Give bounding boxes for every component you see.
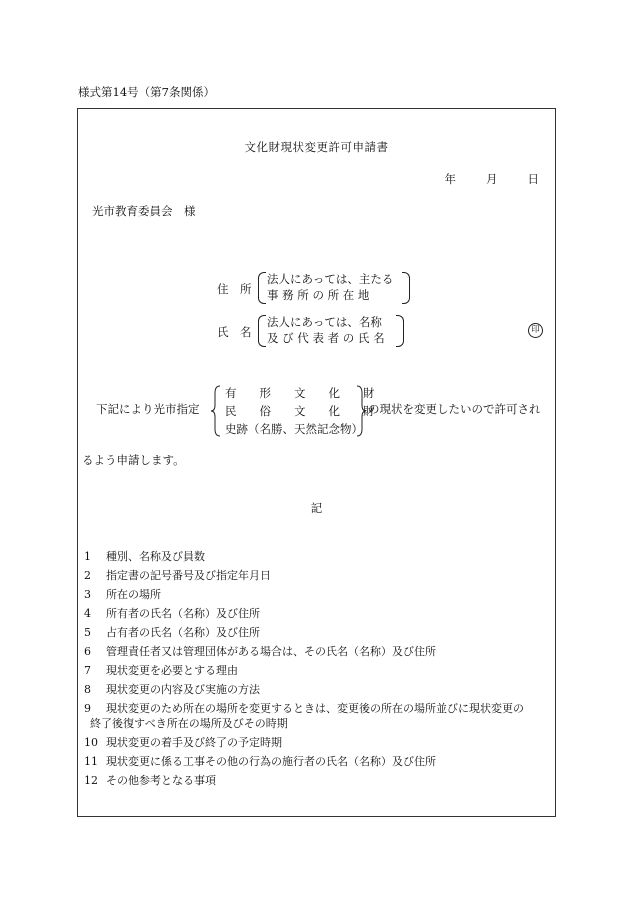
list-item: 4 所有者の氏名（名称）及び住所: [84, 607, 260, 620]
list-item: 5 占有者の氏名（名称）及び住所: [84, 626, 260, 639]
body-suffix: の現状を変更したいので許可され: [368, 402, 541, 416]
addressee: 光市教育委員会 様: [92, 204, 196, 218]
option-folk-cultural-property: 民 俗 文 化 財: [225, 404, 375, 418]
form-title: 文化財現状変更許可申請書: [244, 140, 389, 154]
right-curly-brace: [356, 385, 366, 437]
name-label: 氏 名: [217, 325, 252, 339]
name-bracket-left: [258, 315, 266, 347]
address-label: 住 所: [217, 282, 252, 296]
body-prefix: 下記により光市指定: [96, 402, 200, 416]
left-curly-brace: [211, 385, 221, 437]
list-item: 3 所在の場所: [84, 588, 161, 601]
ki-heading: 記: [310, 501, 323, 515]
list-item: 7 現状変更を必要とする理由: [84, 664, 238, 677]
list-item: 2 指定書の記号番号及び指定年月日: [84, 569, 271, 582]
list-item: 1 種別、名称及び員数: [84, 550, 205, 563]
date-month: 月: [486, 172, 498, 186]
address-note-line-2: 事 務 所 の 所 在 地: [267, 288, 370, 302]
list-item: 11 現状変更に係る工事その他の行為の施行者の氏名（名称）及び住所: [84, 755, 436, 768]
list-item: 9 現状変更のため所在の場所を変更するときは、変更後の所在の場所並びに現状変更の: [84, 702, 524, 715]
list-item: 8 現状変更の内容及び実施の方法: [84, 683, 260, 696]
list-item: 10 現状変更の着手及び終了の予定時期: [84, 736, 282, 749]
date-line: [445, 171, 540, 187]
list-item: 12 その他参考となる事項: [84, 774, 216, 787]
application-form-frame: [77, 108, 556, 817]
date-day: 日: [527, 172, 539, 186]
list-item-continuation: 終了後復すべき所在の場所及びその時期: [90, 717, 288, 730]
address-bracket-left: [258, 272, 266, 304]
address-bracket-right: [402, 272, 410, 304]
address-note-line-1: 法人にあっては、主たる: [267, 272, 394, 286]
option-historic-site: 史跡（名勝、天然記念物）: [225, 422, 363, 436]
name-note-line-1: 法人にあっては、名称: [267, 315, 382, 329]
name-bracket-right: [396, 315, 404, 347]
option-tangible-cultural-property: 有 形 文 化 財: [225, 386, 375, 400]
form-number: 様式第14号（第7条関係）: [78, 85, 215, 99]
date-year: 年: [444, 172, 456, 186]
body-continuation: るよう申請します。: [82, 453, 185, 467]
list-item: 6 管理責任者又は管理団体がある場合は、その氏名（名称）及び住所: [84, 645, 436, 658]
seal-mark: 印: [528, 323, 543, 338]
name-note-line-2: 及 び 代 表 者 の 氏 名: [267, 331, 385, 345]
